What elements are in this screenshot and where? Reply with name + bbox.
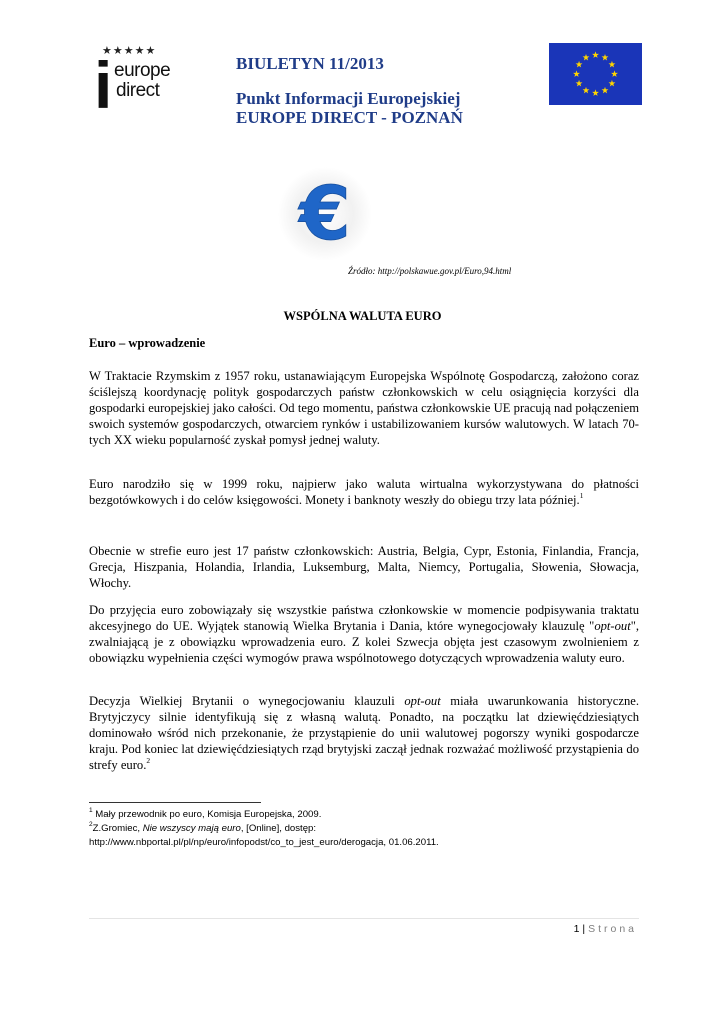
page-footer bbox=[0, 923, 637, 935]
paragraph-text: Euro narodziło się w 1999 roku, najpierw jako waluta wirtualna wykorzystywana do płatności bezgotówkowych i do celów księgowości. Monety i banknoty weszły do obiegu trzy lata później. bbox=[89, 477, 639, 507]
eu-star-icon bbox=[576, 61, 583, 68]
euro-glyph: € bbox=[299, 171, 351, 257]
org-name-line2: EUROPE DIRECT - POZNAŃ bbox=[236, 108, 463, 127]
footer-page-label: Strona bbox=[588, 923, 637, 935]
footnote-title: Nie wszyscy mają euro bbox=[142, 823, 241, 834]
bulletin-title: BIULETYN 11/2013 bbox=[236, 54, 384, 73]
paragraph-text: miała uwarunkowania historyczne. Brytyjczycy silnie identyfikują się z własną walutą. Ponadto, na początku lat dziewięćdziesiątych dominowało wśród nich przekonanie, że przystąpienie do unii walutowej pogorszy wyniki gospodarcze kraju. Pod koniec lat dziewięćdziesiątych rząd brytyjski zaczął jednak rozważać możliwość przystąpienia do strefy euro. bbox=[89, 694, 639, 772]
footnote-text: , [Online], dostęp: bbox=[240, 823, 317, 834]
eu-star-icon bbox=[602, 54, 609, 61]
eu-star-icon bbox=[609, 80, 616, 87]
paragraph: Obecnie w strefie euro jest 17 państw członkowskich: Austria, Belgia, Cypr, Estonia, Finlandia, Francja, Grecja, Hiszpania, Holandia, Irlandia, Luksemburg, Malta, Niemcy, Portugalia, Słowenia, Słowacja, Włochy. bbox=[89, 544, 639, 590]
paragraph-text: Decyzja Wielkiej Brytanii o wynegocjowaniu klauzuli bbox=[89, 694, 405, 708]
eu-star-icon bbox=[573, 70, 580, 77]
eu-star-icon bbox=[583, 87, 590, 94]
image-source-caption: Źródło: http://polskawue.gov.pl/Euro,94.html bbox=[348, 266, 512, 276]
eu-star-icon bbox=[592, 89, 599, 96]
footnote-number: 2 bbox=[89, 821, 93, 828]
paragraph bbox=[89, 693, 639, 773]
footer-divider bbox=[89, 918, 639, 919]
org-name-line1: Punkt Informacji Europejskiej bbox=[236, 89, 461, 108]
footnote-text: Z.Gromiec, bbox=[92, 823, 143, 834]
footer-separator: | bbox=[579, 923, 589, 935]
eu-star-icon bbox=[609, 61, 616, 68]
paragraph-text: Do przyjęcia euro zobowiązały się wszystkie państwa członkowskie w momencie podpisywania traktatu akcesyjnego do UE. Wyjątek stanowią Wielka Brytania i Dania, które wynegocjowały klauzulę " bbox=[89, 603, 639, 633]
paragraph bbox=[89, 602, 639, 666]
eu-star-icon bbox=[611, 70, 618, 77]
euro-symbol-image bbox=[276, 165, 374, 263]
section-heading: Euro – wprowadzenie bbox=[89, 336, 206, 350]
eu-star-icon bbox=[592, 51, 599, 58]
page-number: 1 bbox=[573, 923, 580, 935]
europe-direct-logo bbox=[92, 42, 182, 122]
footnote-text: Mały przewodnik po euro, Komisja Europejska, 2009. bbox=[92, 809, 322, 820]
emphasis-text: opt-out bbox=[594, 619, 631, 633]
emphasis-text: opt-out bbox=[404, 694, 441, 708]
footnote-divider bbox=[89, 802, 261, 803]
paragraph-text: ", zwalniającą je z obowiązku wprowadzenia euro. Z kolei Szwecja objęta jest czasowym zwolnieniem z obowiązku wypełnienia części wymogów prawa wspólnotowego dotyczących wprowadzenia waluty euro. bbox=[89, 619, 639, 665]
footnote-url[interactable]: http://www.nbportal.pl/pl/np/euro/infopodst/co_to_jest_euro/derogacja, 01.06.2011. bbox=[89, 837, 439, 848]
footnote-number: 1 bbox=[89, 807, 93, 814]
logo-letter-i: i bbox=[94, 48, 113, 122]
eu-star-icon bbox=[576, 80, 583, 87]
footnote-ref[interactable]: 2 bbox=[146, 756, 151, 765]
eu-star-icon bbox=[583, 54, 590, 61]
footnote-ref[interactable]: 1 bbox=[579, 491, 584, 500]
document-title: WSPÓLNA WALUTA EURO bbox=[283, 309, 442, 323]
footnote bbox=[89, 822, 316, 836]
eu-flag-icon bbox=[549, 43, 642, 105]
footnote bbox=[89, 808, 321, 822]
logo-word-direct: direct bbox=[116, 80, 160, 101]
eu-star-icon bbox=[602, 87, 609, 94]
paragraph bbox=[89, 476, 639, 508]
paragraph: W Traktacie Rzymskim z 1957 roku, ustanawiającym Europejska Wspólnotę Gospodarczą, założono coraz ściślejszą koordynację polityk gospodarczych państw członkowskich w celu osiągnięcia korzyści dla gospodarki europejskiej jako całości. Od tego momentu, państwa członkowskie UE pracują nad połączeniem swoich systemów gospodarczych, otwarciem rynków i ustabilizowaniem kursów walutowych. W latach 70-tych XX wieku popularność zyskał pomysł jednej waluty. bbox=[89, 369, 639, 447]
logo-stars: ★★★★★ bbox=[102, 44, 157, 57]
logo-word-europe: europe bbox=[114, 60, 171, 81]
